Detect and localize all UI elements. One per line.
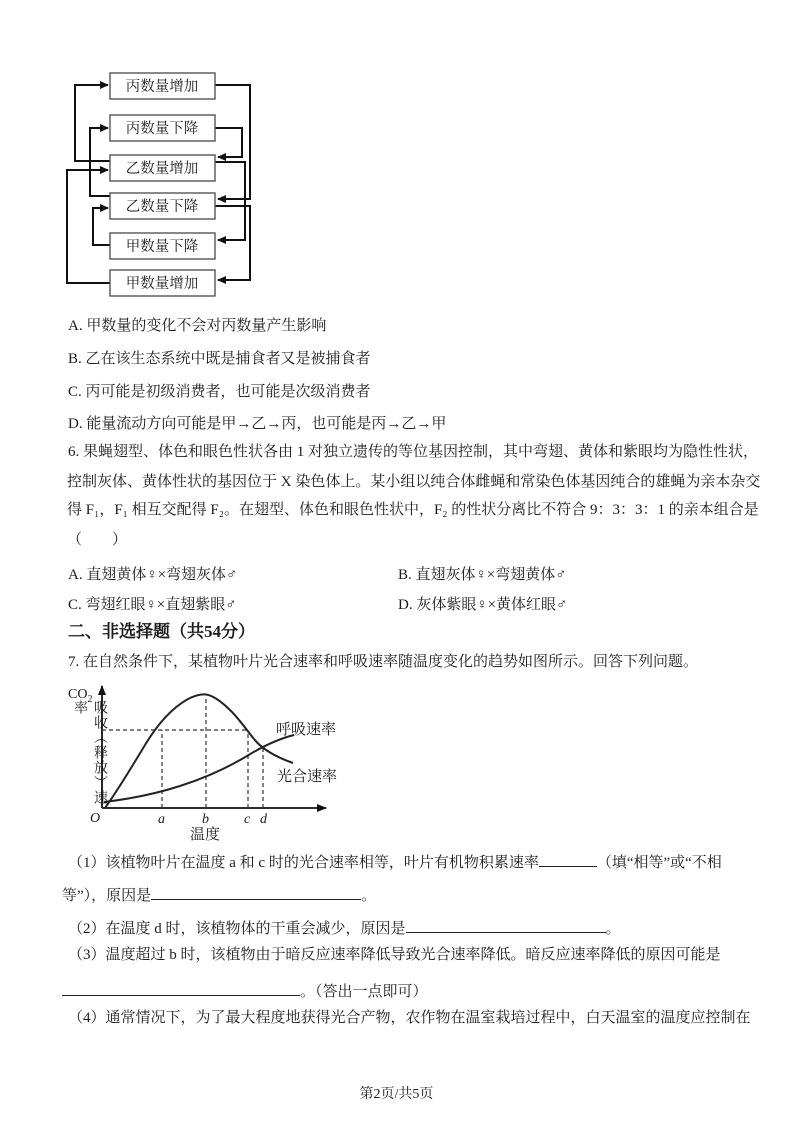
tick-c: c xyxy=(244,812,251,827)
box-bing-increase: 丙数量增加 xyxy=(125,79,199,95)
edge-jia-up-to-yi-up xyxy=(67,170,110,283)
q5-option-b xyxy=(68,350,371,369)
q7-sub1-text: （1）该植物叶片在温度 a 和 c 时的光合速率相等，叶片有机物积累速率 xyxy=(68,855,539,871)
q6-option-c xyxy=(68,596,236,615)
q5-option-d xyxy=(68,415,446,434)
q7-sub1-line2 xyxy=(62,884,376,906)
tick-d: d xyxy=(260,812,267,827)
period: 。 xyxy=(605,921,621,937)
answer-blank xyxy=(151,884,361,900)
q7-sub4-line: （4）通常情况下，为了最大程度地获得光合产物，农作物在温室栽培过程中，白天温室的温度应控制在 xyxy=(68,1010,751,1026)
chart-curves xyxy=(104,694,294,808)
option-text: 弯翅红眼♀×直翅紫眼♂ xyxy=(85,597,237,613)
box-jia-increase: 甲数量增加 xyxy=(125,276,199,292)
q7-intro: 7. 在自然条件下，某植物叶片光合速率和呼吸速率随温度变化的趋势如图所示。回答下列问题。 xyxy=(68,654,699,670)
option-text: 能量流动方向可能是甲→乙→丙，也可能是丙→乙→甲 xyxy=(86,416,447,432)
option-text: 灰体紫眼♀×黄体红眼♂ xyxy=(416,597,568,613)
q6-stem-line-4: （ ） xyxy=(67,532,128,548)
chart-guides xyxy=(102,696,263,808)
section-2-title: 二、非选择题（共54分） xyxy=(68,622,255,641)
box-jia-decrease: 甲数量下降 xyxy=(125,239,199,255)
q7-sub3-line1: （3）温度超过 b 时，该植物由于暗反应速率降低导致光合速率降低。暗反应速率降低的原因可能是 xyxy=(68,947,721,963)
q7-sub2-text: （2）在温度 d 时，该植物体的干重会减少，原因是 xyxy=(68,921,406,937)
q6-option-d xyxy=(398,596,567,615)
q7-sub1-text2: 等”），原因是 xyxy=(62,888,152,904)
q6-stem-line-1: 6. 果蝇翅型、体色和眼色性状各由 1 对独立遗传的等位基因控制，其中弯翅、黄体和紫眼均为隐性性状， xyxy=(68,444,759,460)
q5-option-a xyxy=(68,317,326,336)
photosynthesis-label: 光合速率 xyxy=(277,769,338,785)
chart-axes xyxy=(102,686,326,808)
option-text: 直翅黄体♀×弯翅灰体♂ xyxy=(86,567,238,583)
option-letter: B. xyxy=(398,567,412,583)
option-text: 乙在该生态系统中既是捕食者又是被捕食者 xyxy=(85,351,371,367)
option-letter: D. xyxy=(398,597,413,613)
photosynthesis-curve xyxy=(105,694,293,808)
box-yi-increase: 乙数量增加 xyxy=(125,161,199,177)
option-text: 直翅灰体♀×弯翅黄体♂ xyxy=(415,567,567,583)
y-axis-vertical-label: 吸收（释放）速率 xyxy=(72,700,107,805)
tick-a: a xyxy=(158,812,165,827)
option-letter: C. xyxy=(68,597,82,613)
answer-blank xyxy=(62,980,300,996)
edge-yi-up-to-jia-down xyxy=(215,162,245,240)
option-letter: B. xyxy=(68,351,82,367)
option-letter: A. xyxy=(68,318,83,334)
page-number-footer: 第2页/共5页 xyxy=(359,1087,434,1102)
q7-sub1-hint: （填“相等”或“不相 xyxy=(596,855,722,871)
option-letter: C. xyxy=(68,384,82,400)
edge-bing-down-to-yi-up xyxy=(215,128,242,157)
origin-label: O xyxy=(90,811,101,826)
diagram-boxes xyxy=(110,73,215,296)
q7-sub1-line1 xyxy=(68,851,722,873)
population-feedback-diagram xyxy=(60,65,272,310)
q5-option-c xyxy=(68,383,371,402)
option-text: 甲数量的变化不会对丙数量产生影响 xyxy=(86,318,327,334)
respiration-label: 呼吸速率 xyxy=(276,722,337,738)
option-letter: A. xyxy=(68,567,83,583)
co2-label: $CO_2$ xyxy=(68,687,93,705)
x-axis-label: 温度 xyxy=(190,827,221,843)
answer-blank xyxy=(406,917,606,933)
box-yi-decrease: 乙数量下降 xyxy=(125,199,199,215)
period: 。 xyxy=(361,888,377,904)
q7-sub3-note: 。（答出一点即可） xyxy=(300,984,428,1000)
q6-stem-line-3: 得 F₁，F₁ 相互交配得 F₂。在翅型、体色和眼色性状中，F₂ 的性状分离比不符合 9：3：3：1 的亲本组合是 xyxy=(67,502,759,518)
option-letter: D. xyxy=(68,416,83,432)
tick-b: b xyxy=(202,812,209,827)
q7-sub2-line xyxy=(68,917,621,939)
option-text: 丙可能是初级消费者，也可能是次级消费者 xyxy=(85,384,371,400)
q6-option-a xyxy=(68,566,237,585)
q6-option-b xyxy=(398,566,566,585)
q7-sub3-line2 xyxy=(62,980,428,1002)
respiration-curve xyxy=(104,735,294,802)
edge-yi-up-to-bing-up xyxy=(75,85,110,161)
answer-blank xyxy=(539,851,597,867)
q6-stem-line-2: 控制灰体、黄体性状的基因位于 X 染色体上。某小组以纯合体雌蝇和常染色体基因纯合的雄蝇为亲本杂交 xyxy=(67,474,761,490)
edge-jia-down-to-yi-down xyxy=(93,208,110,245)
box-bing-decrease: 丙数量下降 xyxy=(125,121,199,137)
